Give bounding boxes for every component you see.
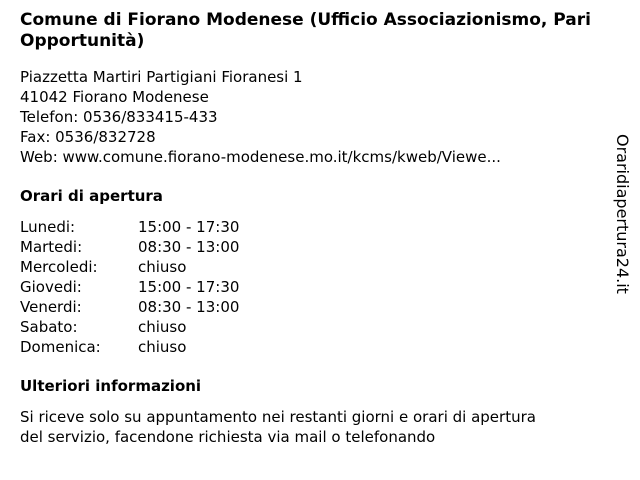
time-value: chiuso: [138, 258, 187, 276]
day-label: Martedi:: [20, 238, 83, 256]
main-content: [20, 10, 610, 447]
more-info-text: Si riceve solo su appuntamento nei restanti giorni e orari di apertura del servizio, facendone richiesta via mail o telefonando: [20, 408, 536, 446]
city-address: 41042 Fiorano Modenese: [20, 88, 209, 106]
day-label: Domenica:: [20, 338, 101, 356]
time-value: chiuso: [138, 318, 187, 336]
hours-row-thursday: [20, 277, 610, 297]
hours-row-friday: [20, 297, 610, 317]
fax-number: Fax: 0536/832728: [20, 128, 156, 146]
hours-row-monday: [20, 217, 610, 237]
day-label: Giovedi:: [20, 278, 82, 296]
time-value: 15:00 - 17:30: [138, 278, 240, 296]
address-block: [20, 67, 610, 167]
brand-watermark: Oraridiapertura24.it: [613, 134, 632, 294]
time-value: 08:30 - 13:00: [138, 298, 240, 316]
hours-row-tuesday: [20, 237, 610, 257]
website-link[interactable]: Web: www.comune.fiorano-modenese.mo.it/kcms/kweb/Viewe...: [20, 148, 501, 166]
more-info-heading: Ulteriori informazioni: [20, 377, 202, 395]
time-value: chiuso: [138, 338, 187, 356]
opening-hours-heading: Orari di apertura: [20, 187, 163, 205]
page-title: Comune di Fiorano Modenese (Ufficio Associazionismo, Pari Opportunità): [20, 10, 591, 51]
day-label: Mercoledi:: [20, 258, 98, 276]
hours-row-sunday: [20, 337, 610, 357]
time-value: 15:00 - 17:30: [138, 218, 240, 236]
hours-row-saturday: [20, 317, 610, 337]
opening-hours-table: [20, 217, 610, 357]
phone-number: Telefon: 0536/833415-433: [20, 108, 218, 126]
day-label: Venerdi:: [20, 298, 82, 316]
day-label: Sabato:: [20, 318, 78, 336]
time-value: 08:30 - 13:00: [138, 238, 240, 256]
hours-row-wednesday: [20, 257, 610, 277]
street-address: Piazzetta Martiri Partigiani Fioranesi 1: [20, 68, 303, 86]
day-label: Lunedi:: [20, 218, 76, 236]
